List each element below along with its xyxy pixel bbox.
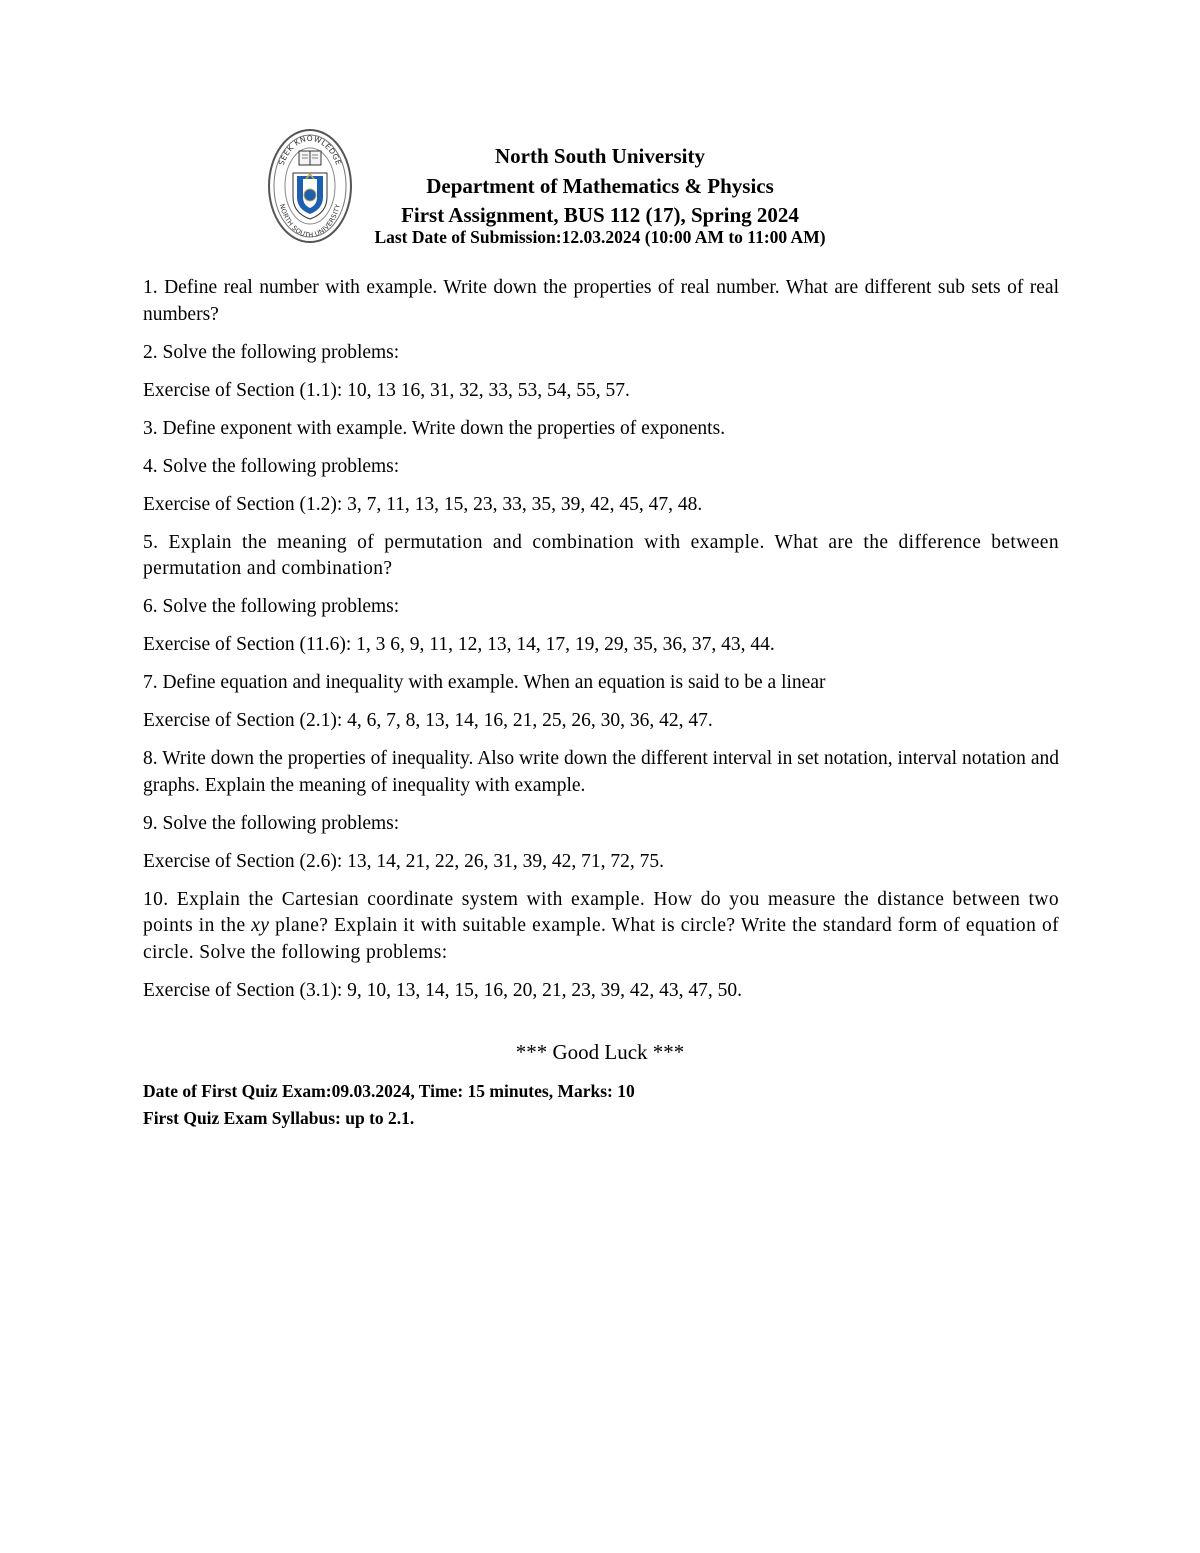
question-9: 9. Solve the following problems: bbox=[143, 812, 400, 834]
question-7: 7. Define equation and inequality with example. When an equation is said to be a linear bbox=[143, 672, 826, 693]
question-3: 3. Define exponent with example. Write down the properties of exponents. bbox=[143, 417, 726, 439]
exercise-11-6: Exercise of Section (11.6): 1, 3 6, 9, 11, 12, 13, 14, 17, 19, 29, 35, 36, 37, 43, 44. bbox=[143, 634, 775, 655]
question-4: 4. Solve the following problems: bbox=[143, 455, 400, 477]
question-10 bbox=[143, 887, 1059, 967]
seal-text-top: SEEK KNOWLEDGE bbox=[276, 133, 344, 167]
seal-text-bottom: NORTH SOUTH UNIVERSITY bbox=[277, 203, 343, 240]
exercise-1-1: Exercise of Section (1.1): 10, 13 16, 31, 32, 33, 53, 54, 55, 57. bbox=[143, 379, 630, 401]
quiz-info bbox=[143, 1078, 635, 1131]
question-10-part-2: plane? Explain it with suitable example. What is circle? Write the standard form of equation of circle. Solve the following problems: bbox=[143, 915, 1060, 963]
question-10-xy: xy bbox=[251, 915, 270, 936]
exercise-1-2: Exercise of Section (1.2): 3, 7, 11, 13, 15, 23, 33, 35, 39, 42, 45, 47, 48. bbox=[143, 493, 703, 515]
quiz-syllabus: First Quiz Exam Syllabus: up to 2.1. bbox=[143, 1107, 415, 1128]
question-2: 2. Solve the following problems: bbox=[143, 341, 400, 363]
assignment-questions bbox=[143, 275, 1059, 1016]
exercise-2-6: Exercise of Section (2.6): 13, 14, 21, 22, 26, 31, 39, 42, 71, 72, 75. bbox=[143, 850, 665, 872]
good-luck-message: *** Good Luck *** bbox=[515, 1040, 685, 1064]
exercise-2-1: Exercise of Section (2.1): 4, 6, 7, 8, 13, 14, 16, 21, 25, 26, 30, 36, 42, 47. bbox=[143, 710, 713, 731]
quiz-date: Date of First Quiz Exam:09.03.2024, Time: 15 minutes, Marks: 10 bbox=[143, 1081, 635, 1101]
question-5: 5. Explain the meaning of permutation and combination with example. What are the difference between permutation and combination? bbox=[143, 531, 1059, 579]
exercise-3-1: Exercise of Section (3.1): 9, 10, 13, 14, 15, 16, 20, 21, 23, 39, 42, 43, 47, 50. bbox=[143, 979, 743, 1001]
department-name: Department of Mathematics & Physics bbox=[426, 173, 774, 198]
university-name: North South University bbox=[494, 144, 705, 168]
document-header bbox=[300, 142, 900, 248]
submission-deadline: Last Date of Submission:12.03.2024 (10:00 AM to 11:00 AM) bbox=[374, 226, 826, 247]
assignment-title: First Assignment, BUS 112 (17), Spring 2024 bbox=[401, 203, 799, 227]
question-6: 6. Solve the following problems: bbox=[143, 596, 400, 617]
question-10-part-1: 10. Explain the Cartesian coordinate system with example. How do you measure the distance between two points in the bbox=[143, 888, 1059, 936]
question-1: 1. Define real number with example. Write down the properties of real number. What are different sub sets of real numbers? bbox=[143, 277, 1059, 325]
question-8: 8. Write down the properties of inequality. Also write down the different interval in set notation, interval notation and graphs. Explain the meaning of inequality with example. bbox=[143, 748, 1059, 796]
